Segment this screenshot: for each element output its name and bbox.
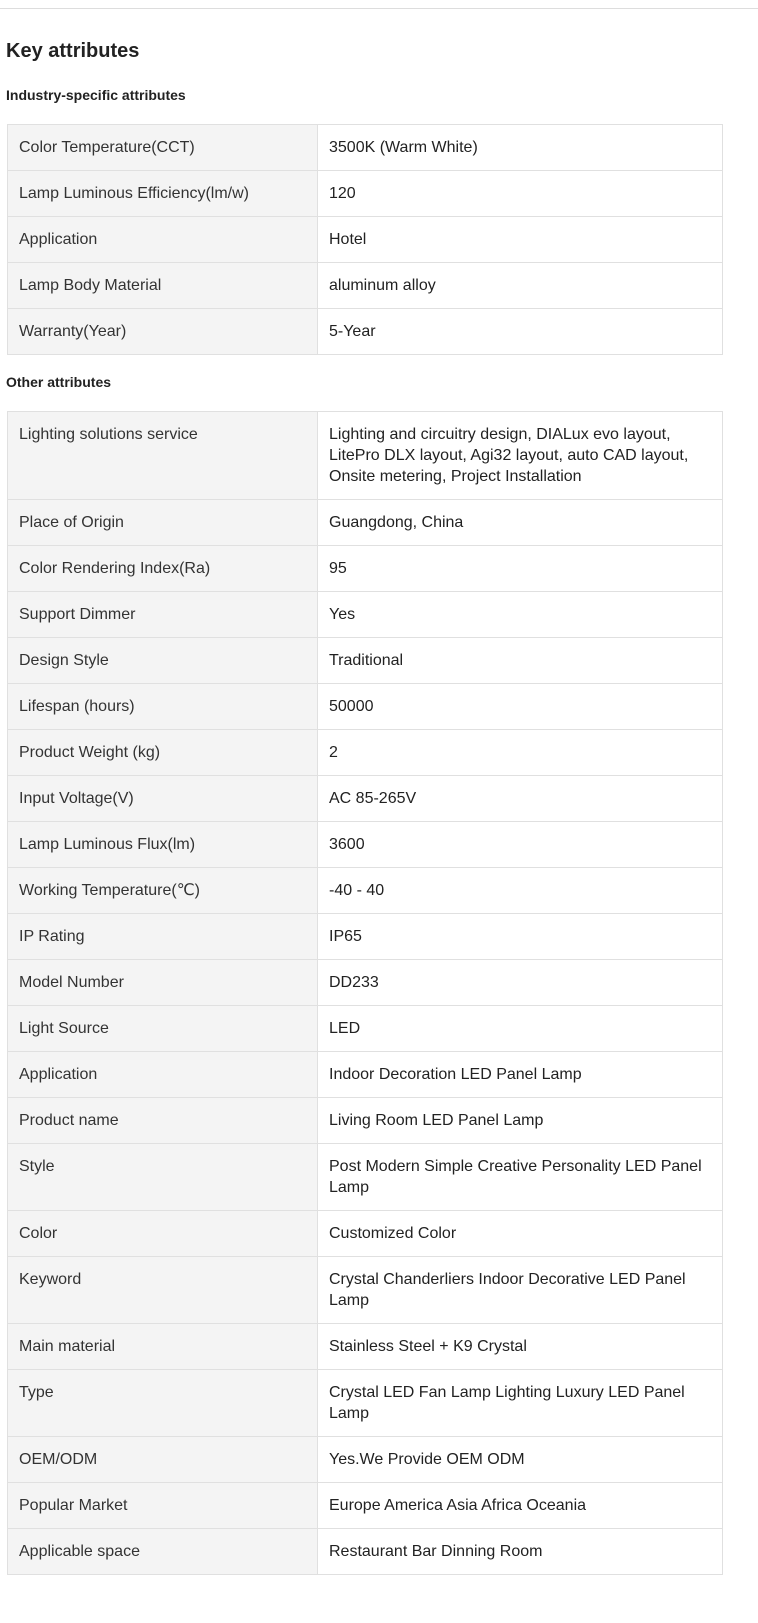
attribute-name: Design Style: [8, 638, 318, 684]
attribute-name: Lamp Luminous Efficiency(lm/w): [8, 171, 318, 217]
table-row: [8, 1483, 723, 1529]
attribute-value: Yes: [318, 592, 723, 638]
attribute-value: DD233: [318, 960, 723, 1006]
attribute-value: -40 - 40: [318, 868, 723, 914]
table-row: [8, 1144, 723, 1211]
attribute-name: Lifespan (hours): [8, 684, 318, 730]
attribute-name: Keyword: [8, 1257, 318, 1324]
table-row: [8, 1006, 723, 1052]
attribute-name: Main material: [8, 1324, 318, 1370]
attribute-name: Support Dimmer: [8, 592, 318, 638]
attribute-value: Europe America Asia Africa Oceania: [318, 1483, 723, 1529]
attribute-name: Working Temperature(℃): [8, 868, 318, 914]
table-row: [8, 868, 723, 914]
attribute-name: Application: [8, 217, 318, 263]
attribute-value: aluminum alloy: [318, 263, 723, 309]
table-row: [8, 776, 723, 822]
table-row: [8, 960, 723, 1006]
attribute-value: Customized Color: [318, 1211, 723, 1257]
attribute-name: Product name: [8, 1098, 318, 1144]
attribute-value: 5-Year: [318, 309, 723, 355]
attribute-name: IP Rating: [8, 914, 318, 960]
attribute-name: Input Voltage(V): [8, 776, 318, 822]
attribute-name: Type: [8, 1370, 318, 1437]
attribute-value: 120: [318, 171, 723, 217]
table-row: [8, 1052, 723, 1098]
table-row: [8, 263, 723, 309]
attribute-name: Light Source: [8, 1006, 318, 1052]
industry-attributes-heading: Industry-specific attributes: [6, 87, 186, 103]
table-row: [8, 125, 723, 171]
attribute-value: Hotel: [318, 217, 723, 263]
attribute-value: Traditional: [318, 638, 723, 684]
attribute-name: Place of Origin: [8, 500, 318, 546]
attribute-value: Indoor Decoration LED Panel Lamp: [318, 1052, 723, 1098]
table-row: [8, 309, 723, 355]
table-row: [8, 592, 723, 638]
attribute-value: Stainless Steel + K9 Crystal: [318, 1324, 723, 1370]
attribute-value: AC 85-265V: [318, 776, 723, 822]
attribute-value: 3500K (Warm White): [318, 125, 723, 171]
attribute-value: Guangdong, China: [318, 500, 723, 546]
table-row: [8, 1437, 723, 1483]
top-divider: [0, 8, 758, 9]
attribute-name: Warranty(Year): [8, 309, 318, 355]
attribute-value: 95: [318, 546, 723, 592]
attribute-value: Crystal LED Fan Lamp Lighting Luxury LED Panel Lamp: [318, 1370, 723, 1437]
attribute-value: Living Room LED Panel Lamp: [318, 1098, 723, 1144]
attribute-value: Post Modern Simple Creative Personality LED Panel Lamp: [318, 1144, 723, 1211]
table-row: [8, 730, 723, 776]
attribute-name: Style: [8, 1144, 318, 1211]
attribute-name: Color: [8, 1211, 318, 1257]
table-row: [8, 914, 723, 960]
attribute-name: Product Weight (kg): [8, 730, 318, 776]
attribute-value: 2: [318, 730, 723, 776]
table-row: [8, 1370, 723, 1437]
page-title: Key attributes: [6, 40, 140, 62]
attribute-value: IP65: [318, 914, 723, 960]
table-row: [8, 1098, 723, 1144]
table-row: [8, 217, 723, 263]
attribute-name: Model Number: [8, 960, 318, 1006]
attribute-name: Color Temperature(CCT): [8, 125, 318, 171]
industry-attributes-table: [7, 124, 723, 355]
other-attributes-heading: Other attributes: [6, 374, 112, 390]
table-row: [8, 684, 723, 730]
attribute-name: Application: [8, 1052, 318, 1098]
table-row: [8, 1529, 723, 1575]
other-attributes-table: [7, 411, 723, 1575]
attribute-value: Crystal Chanderliers Indoor Decorative LED Panel Lamp: [318, 1257, 723, 1324]
attribute-name: Lamp Luminous Flux(lm): [8, 822, 318, 868]
attribute-value: LED: [318, 1006, 723, 1052]
table-row: [8, 1211, 723, 1257]
table-row: [8, 171, 723, 217]
attribute-name: Popular Market: [8, 1483, 318, 1529]
table-row: [8, 822, 723, 868]
attribute-name: Lighting solutions service: [8, 412, 318, 500]
attribute-value: Lighting and circuitry design, DIALux evo layout, LitePro DLX layout, Agi32 layout, auto CAD layout, Onsite metering, Project Installation: [318, 412, 723, 500]
attribute-value: 50000: [318, 684, 723, 730]
table-row: [8, 638, 723, 684]
attribute-value: Yes.We Provide OEM ODM: [318, 1437, 723, 1483]
table-row: [8, 1257, 723, 1324]
attribute-name: Applicable space: [8, 1529, 318, 1575]
attribute-name: Lamp Body Material: [8, 263, 318, 309]
attribute-name: Color Rendering Index(Ra): [8, 546, 318, 592]
table-row: [8, 412, 723, 500]
table-row: [8, 500, 723, 546]
attribute-name: OEM/ODM: [8, 1437, 318, 1483]
attribute-value: 3600: [318, 822, 723, 868]
table-row: [8, 1324, 723, 1370]
table-row: [8, 546, 723, 592]
attribute-value: Restaurant Bar Dinning Room: [318, 1529, 723, 1575]
